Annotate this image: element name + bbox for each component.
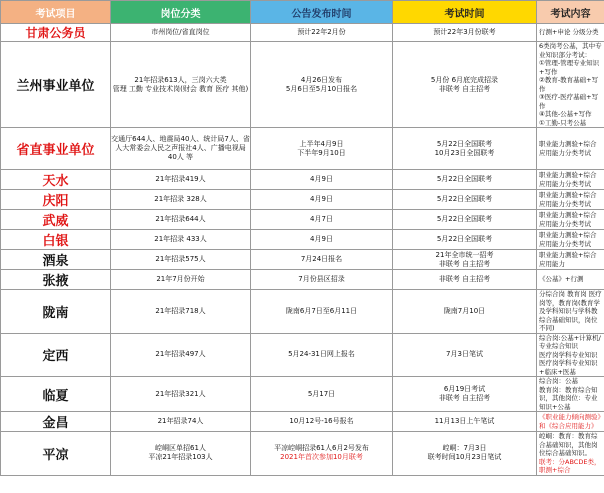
row-exam-content: 分综合岗 教育岗 医疗岗等，教育岗(教育学及学科知识与学科教综合基础知识，岗位不同)	[537, 290, 604, 334]
table-row	[1, 210, 604, 230]
row-position: 崆峒区单招61人 平凉21年招录103人	[111, 432, 251, 476]
row-notice-time: 4月9日	[251, 230, 393, 250]
row-exam-time: 21年全市统一招考 非联考 自主招考	[393, 250, 537, 270]
table-body	[1, 24, 604, 476]
row-position: 21年招录74人	[111, 412, 251, 432]
row-notice-time: 平凉崆峒招录61人6月2号发布 2021年首次参加10月联考	[251, 432, 393, 476]
row-exam-name: 陇南	[1, 290, 111, 334]
row-position: 21年招录419人	[111, 170, 251, 190]
row-exam-time: 5月22日全国联考 10月23日全国联考	[393, 128, 537, 170]
row-exam-content: 《公基》+行测	[537, 270, 604, 290]
table-row	[1, 377, 604, 412]
row-exam-time: 11月13日上午笔试	[393, 412, 537, 432]
header-exam-item: 考试项目	[1, 1, 111, 24]
row-exam-content: 职业能力测验+综合应用能力分类考试	[537, 230, 604, 250]
row-exam-time: 5月22日全国联考	[393, 170, 537, 190]
row-exam-content: 综合岗：公基 教育岗：教育综合知识，其他岗位：专业知识+公基	[537, 377, 604, 412]
row-exam-content: 职业能力测验+综合应用能力分类考试	[537, 190, 604, 210]
row-notice-time: 4月9日	[251, 190, 393, 210]
row-exam-name: 临夏	[1, 377, 111, 412]
row-position: 21年招录 328人	[111, 190, 251, 210]
table-row	[1, 24, 604, 42]
row-exam-name: 张掖	[1, 270, 111, 290]
header-notice-time: 公告发布时间	[251, 1, 393, 24]
row-exam-name: 平凉	[1, 432, 111, 476]
row-exam-time: 6月19日考试 非联考 自主招考	[393, 377, 537, 412]
row-exam-time: 7月3日笔试	[393, 333, 537, 377]
row-notice-time: 预计22年2月份	[251, 24, 393, 42]
row-exam-name: 庆阳	[1, 190, 111, 210]
row-exam-time: 陇南7月10日	[393, 290, 537, 334]
row-notice-time: 4月7日	[251, 210, 393, 230]
row-position: 21年7月份开始	[111, 270, 251, 290]
row-exam-name: 天水	[1, 170, 111, 190]
row-notice-time: 5月24-31日网上报名	[251, 333, 393, 377]
row-exam-content: 职业能力测验+综合应用能力	[537, 250, 604, 270]
row-notice-time: 7月24日报名	[251, 250, 393, 270]
row-position: 21年招录613人，三岗六大类 管理 工勤 专业技术岗(财会 教育 医疗 其他)	[111, 42, 251, 128]
row-position: 21年招录644人	[111, 210, 251, 230]
row-exam-content: 职业能力测验+综合应用能力分类考试	[537, 170, 604, 190]
row-position: 市州岗位/省直岗位	[111, 24, 251, 42]
header-position-category: 岗位分类	[111, 1, 251, 24]
header-exam-time: 考试时间	[393, 1, 537, 24]
row-notice-time: 5月17日	[251, 377, 393, 412]
table-row	[1, 270, 604, 290]
row-position: 交通厅644人、地震局40人、统计局7人、省人大常委会人民之声报社4人、广播电视局40人 等	[111, 128, 251, 170]
row-exam-name: 省直事业单位	[1, 128, 111, 170]
row-notice-time: 10月12号-16号报名	[251, 412, 393, 432]
table-row	[1, 432, 604, 476]
header-exam-content: 考试内容	[537, 1, 604, 24]
row-notice-time: 上半年4月9日 下半年9月10日	[251, 128, 393, 170]
row-position: 21年招录497人	[111, 333, 251, 377]
row-notice-time: 4月9日	[251, 170, 393, 190]
row-position: 21年招录321人	[111, 377, 251, 412]
row-exam-time: 5月22日全国联考	[393, 230, 537, 250]
row-exam-name: 兰州事业单位	[1, 42, 111, 128]
row-exam-name: 金昌	[1, 412, 111, 432]
table-row	[1, 412, 604, 432]
row-notice-time: 4月26日发布 5月6日至5月10日报名	[251, 42, 393, 128]
row-position: 21年招录 433人	[111, 230, 251, 250]
row-exam-time: 预计22年3月份联考	[393, 24, 537, 42]
row-exam-content: 职业能力测验+综合应用能力分类考试	[537, 128, 604, 170]
row-exam-content: 6类岗考公基，其中专业知识部分考试： ①管理-管理专业知识+写作 ②教育-教育基础+写作 ③医疗-医疗基础+写作 ④其他-公基+写作 ①工勤-只考公基	[537, 42, 604, 128]
row-exam-time: 非联考 自主招考	[393, 270, 537, 290]
row-notice-time: 7月份县区招录	[251, 270, 393, 290]
row-exam-content: 综合岗:公基+计算机/专业综合知识 医疗岗学科专业知识 医疗岗学科专业知识+临床+医基	[537, 333, 604, 377]
header-row	[1, 1, 604, 24]
row-exam-content: 行测+申论 分级分类	[537, 24, 604, 42]
table-row	[1, 290, 604, 334]
row-exam-time: 崆峒：7月3日 联考时间10月23日笔试	[393, 432, 537, 476]
row-exam-content: 《职业能力倾向测验》和《综合应用能力》	[537, 412, 604, 432]
table-row	[1, 190, 604, 210]
row-exam-name: 定西	[1, 333, 111, 377]
table-row	[1, 250, 604, 270]
row-notice-highlight: 2021年首次参加10月联考	[280, 453, 363, 462]
row-position: 21年招录575人	[111, 250, 251, 270]
row-exam-name: 甘肃公务员	[1, 24, 111, 42]
row-exam-name: 酒泉	[1, 250, 111, 270]
row-exam-time: 5月22日全国联考	[393, 210, 537, 230]
row-exam-time: 5月份 6月底完成招录 非联考 自主招考	[393, 42, 537, 128]
row-exam-name: 武威	[1, 210, 111, 230]
table-row	[1, 230, 604, 250]
table-row	[1, 42, 604, 128]
table-row	[1, 128, 604, 170]
row-exam-name: 白银	[1, 230, 111, 250]
row-exam-content: 崆峒：教育：教育综合基础知识，其他岗位综合基础知识。 联考：分ABCDE类，职测+综合	[537, 432, 604, 476]
table-row	[1, 170, 604, 190]
table-row	[1, 333, 604, 377]
row-notice-time: 陇南6月7日至6月11日	[251, 290, 393, 334]
row-exam-time: 5月22日全国联考	[393, 190, 537, 210]
row-exam-content: 职业能力测验+综合应用能力分类考试	[537, 210, 604, 230]
row-position: 21年招录718人	[111, 290, 251, 334]
